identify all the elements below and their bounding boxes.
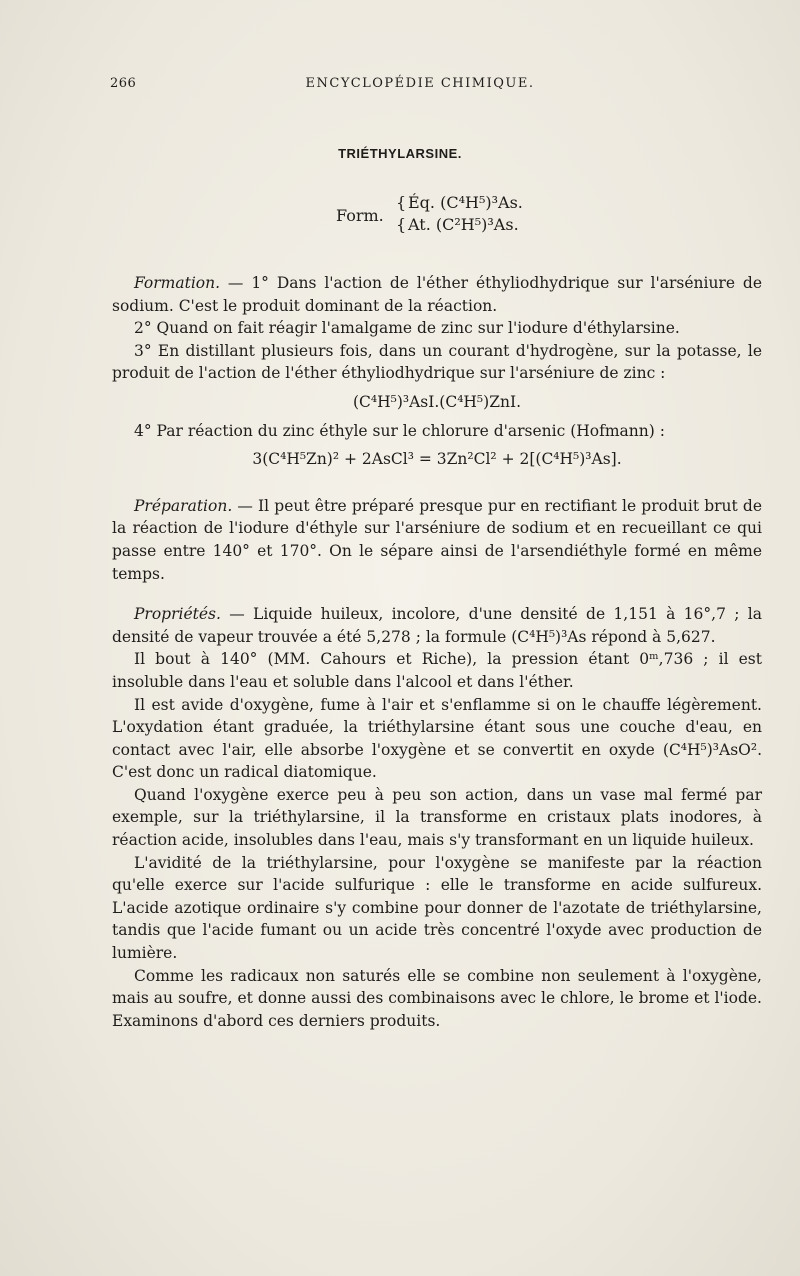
- page-number: 266: [110, 76, 137, 91]
- proprietes-paragraph-3: Il est avide d'oxygène, fume à l'air et s'enflamme si on le chauffe légèrement. L'oxydation étant graduée, la triéthylarsine étant sous une couche d'eau, en contact avec l'air, elle absorbe l'oxygène et se convertit en oxyde (C⁴H⁵)³AsO². C'est donc un radical diatomique.: [112, 695, 762, 782]
- preparation-paragraph: [112, 495, 762, 585]
- section-title: TRIÉTHYLARSINE.: [338, 146, 462, 161]
- running-head: ENCYCLOPÉDIE CHIMIQUE.: [305, 76, 535, 91]
- spacer: [112, 477, 762, 495]
- equation-1: (C⁴H⁵)³AsI.(C⁴H⁵)ZnI.: [352, 392, 521, 411]
- proprietes-paragraph-5: L'avidité de la triéthylarsine, pour l'oxygène se manifeste par la réaction qu'elle exerce sur l'acide sulfurique : elle le transforme en acide sulfureux. L'acide azotique ordinaire s'y combine pour donner de l'azotate de triéthylarsine, tandis que l'acide fumant ou un acide très concentré l'oxyde avec production de lumière.: [112, 853, 762, 963]
- proprietes-paragraph-6: Comme les radicaux non saturés elle se combine non seulement à l'oxygène, mais au soufre, et donne aussi des combinaisons avec le chlore, le brome et l'iode. Examinons d'abord ces derniers produits.: [112, 966, 762, 1030]
- spacer: [112, 585, 762, 603]
- page-header: [110, 76, 730, 96]
- body-text: [112, 272, 762, 1032]
- preparation-heading: Préparation.: [134, 496, 233, 515]
- brace-icon: { {: [396, 193, 407, 234]
- formula-atomic: At. (C²H⁵)³As.: [408, 215, 519, 234]
- proprietes-text-1: — Liquide huileux, incolore, d'une densité de 1,151 à 16°,7 ; la densité de vapeur trouvée a été 5,278 ; la formule (C⁴H⁵)³As répond à 5,627.: [112, 605, 762, 646]
- formula-equivalent: Éq. (C⁴H⁵)³As.: [408, 193, 523, 212]
- proprietes-paragraph-4: Quand l'oxygène exerce peu à peu son action, dans un vase mal fermé par exemple, sur la triéthylarsine, il la transforme en cristaux plats inodores, à réaction acide, insolubles dans l'eau, mais s'y transformant en un liquide huileux.: [112, 785, 762, 850]
- formation-heading: Formation.: [134, 274, 221, 292]
- preparation-text: — Il peut être préparé presque pur en rectifiant le produit brut de la réaction de l'iodure d'éthyle sur l'arséniure de sodium et en recueillant ce qui passe entre 140° et 170°. On le sépare ainsi de l'arsendiéthyle formé en même temps.: [112, 496, 762, 583]
- formation-paragraph-3: 3° En distillant plusieurs fois, dans un courant d'hydrogène, sur la potasse, le produit de l'action de l'éther éthyliodhydrique sur l'arséniure de zinc :: [112, 341, 762, 383]
- proprietes-heading: Propriétés.: [134, 605, 221, 624]
- formation-paragraph-1: [112, 272, 762, 317]
- formation-text-1: — 1° Dans l'action de l'éther éthyliodhydrique sur l'arséniure de sodium. C'est le produit dominant de la réaction.: [112, 274, 762, 315]
- proprietes-paragraph-1: [112, 603, 762, 648]
- equation-2: 3(C⁴H⁵Zn)² + 2AsCl³ = 3Zn²Cl² + 2[(C⁴H⁵)³As].: [252, 450, 622, 469]
- formula-label: Form.: [336, 206, 384, 225]
- formation-paragraph-4: 4° Par réaction du zinc éthyle sur le chlorure d'arsenic (Hofmann) :: [134, 421, 665, 440]
- proprietes-paragraph-2: Il bout à 140° (MM. Cahours et Riche), la pression étant 0ᵐ,736 ; il est insoluble dans l'eau et soluble dans l'alcool et dans l'éther.: [112, 650, 762, 691]
- formation-paragraph-2: 2° Quand on fait réagir l'amalgame de zinc sur l'iodure d'éthylarsine.: [134, 319, 680, 338]
